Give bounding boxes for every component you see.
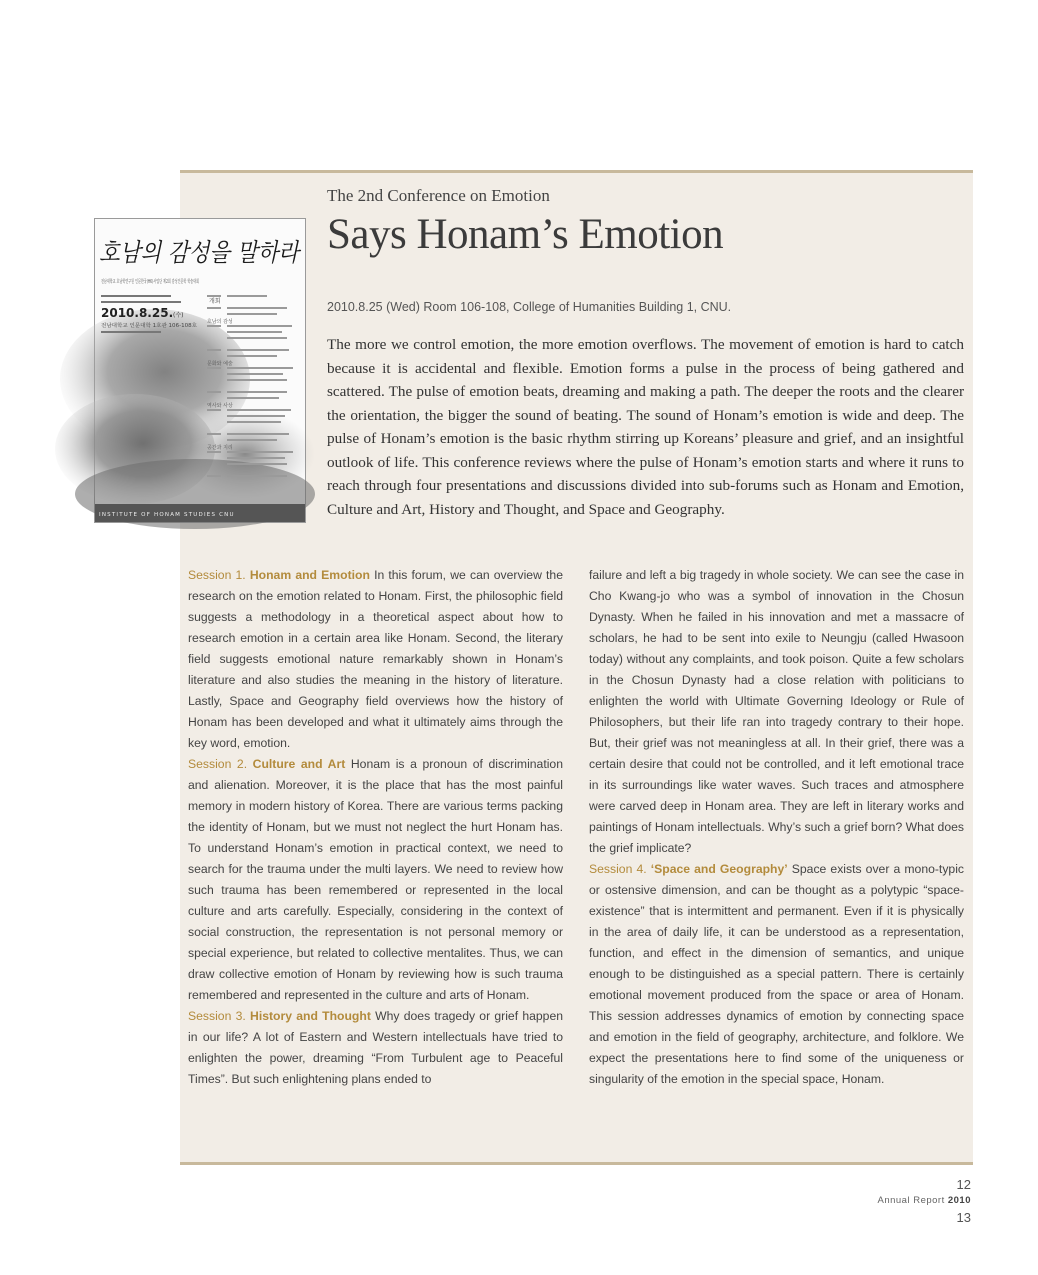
session-4-name: ‘Space and Geography’	[650, 862, 788, 876]
left-column	[188, 565, 563, 1090]
session-4	[589, 859, 964, 1090]
event-dateline: 2010.8.25 (Wed) Room 106-108, College of Humanities Building 1, CNU.	[327, 300, 732, 314]
conference-poster	[94, 218, 306, 523]
poster-headline: 호남의 감성을 말하라	[99, 238, 302, 267]
session-1-heading	[188, 568, 370, 582]
article-subtitle: The 2nd Conference on Emotion	[327, 186, 550, 205]
report-year: 2010	[947, 1195, 971, 1206]
poster-footer: INSTITUTE OF HONAM STUDIES CNU	[99, 512, 235, 518]
page-number-left: 12	[956, 1177, 971, 1192]
svg-text:개회: 개회	[209, 298, 221, 305]
session-3-text: Why does tragedy or grief happen in our life? A lot of Eastern and Western intellectuals have tried to enlighten the power, dreaming “From Turbulent age to Peaceful Times”. But such enlightening plans ended to	[188, 1009, 564, 1086]
session-1-label: Session 1.	[188, 568, 246, 582]
session-1-name: Honam and Emotion	[249, 568, 370, 582]
poster-date: 2010.8.25.	[101, 306, 174, 320]
report-label-text: Annual Report	[877, 1195, 945, 1206]
session-3-continued: failure and left a big tragedy in whole society. We can see the case in Cho Kwang-jo who was a symbol of innovation in the Chosun Dynasty. When he failed in his innovation and met a massacre of scholars, he had to be sent into exile to Neungju (called Hwasoon today) without any complaints, and took poison. Quite a few scholars in the Chosun Dynasty had a close relation with politicians to enlighten the world with Ultimate Governing Ideology or Rule of Philosophers, but their life ran into tragedy contrary to their hope. But, their grief was not meaningless at all. In their grief, there was a certain desire that could not be controlled, and it left emotional trace in its surroundings like water waves. Such traces and atmosphere were carved deep in Honam area. They are left in literary works and paintings of Honam intellectuals. Why’s such a grief born? What does the grief implicate?	[589, 568, 964, 855]
article-title: Says Honam’s Emotion	[327, 211, 724, 258]
poster-organizer: 전남대학교 호남학연구원 인문한국(HK)사업단 제2회 감성인문학 학술대회	[101, 279, 264, 285]
page-number-right: 13	[956, 1210, 971, 1225]
session-3-heading	[188, 1009, 371, 1023]
poster-weekday: (수)	[173, 312, 184, 319]
session-4-heading	[589, 862, 788, 876]
intro-paragraph: The more we control emotion, the more emotion overflows. The movement of emotion is hard to catch because it is accidental and flexible. Emotion forms a pulse in the process of being gathered and scattered. The pulse of emotion beats, dreaming and making a path. The deeper the roots and the clearer the orientation, the bigger the sound of beating. The sound of Honam’s emotion is wide and deep. The pulse of Honam’s emotion is the basic rhythm stirring up Koreans’ pleasure and grief, and an insightful outlook of life. This conference reviews where the pulse of Honam’s emotion starts and where it runs to reach through four presentations and discussions divided into sub-forums such as Honam and Emotion, Culture and Art, History and Thought, and Space and Geography.	[327, 336, 964, 518]
session-2-name: Culture and Art	[252, 757, 346, 771]
session-4-label: Session 4.	[589, 862, 647, 876]
session-3	[188, 1006, 563, 1090]
session-3-name: History and Thought	[250, 1009, 371, 1023]
session-2-text: Honam is a pronoun of discrimination and alienation. Moreover, it is the place that has the most painful memory in modern history of Korea. There are various terms packing the identity of Honam, but we must not neglect the hurt Honam has. To understand Honam’s emotion in practical context, we need to search for the trauma under the multi layers. We need to review how such trauma has been remembered or represented in the local culture and arts carefully. Especially, considering in the context of social construction, the representation is not personal memory or special experience, but related to collective mentalites. Thus, we can draw collective emotion of Honam by reviewing how is such trauma remembered and represented in the culture and arts of Honam.	[188, 757, 563, 1002]
poster-section-3: 역사와 사상	[207, 403, 233, 409]
annual-report-label	[877, 1195, 971, 1206]
session-4-text: Space exists over a mono-typic or ostensive dimension, and can be thought as a polytypic “space-existence” that is intermittent and permanent. Even if it is physically in the area of daily life, it can be understood as a representation, function, and effect in the dimension of semantics, and unique enough to be distinguished as a special pattern. There is certainly emotional movement produced from the space or area of Honam. This session addresses dynamics of emotion by connecting space and emotion in the field of geography, architecture, and folklore. We expect the presentations here to find some of the uniqueness or singularity of the emotion in the special space, Honam.	[589, 862, 964, 1086]
poster-section-4: 공간과 지리	[207, 445, 233, 451]
right-column	[589, 565, 964, 1090]
session-2	[188, 754, 563, 1006]
session-2-heading	[188, 757, 345, 771]
session-2-label: Session 2.	[188, 757, 248, 771]
poster-section-1: 호남의 감성	[207, 319, 233, 325]
session-3-label: Session 3.	[188, 1009, 246, 1023]
poster-venue: 전남대학교 인문대학 1호관 106-108호	[101, 323, 188, 329]
poster-section-2: 문화와 예술	[207, 361, 233, 367]
article-header	[327, 186, 967, 258]
session-1-text: In this forum, we can overview the research on the emotion related to Honam. First, the philosophic field suggests a methodology in a theoretical aspect about how to research emotion in a certain area like Honam. Second, the literary field suggests emotional nature remarkably shown in Honam’s literature and also studies the meaning in the history of literature. Lastly, Space and Geography field overviews how the history of Honam has been developed and what it ultimately aims through the key word, emotion.	[188, 568, 563, 750]
session-1	[188, 565, 563, 754]
